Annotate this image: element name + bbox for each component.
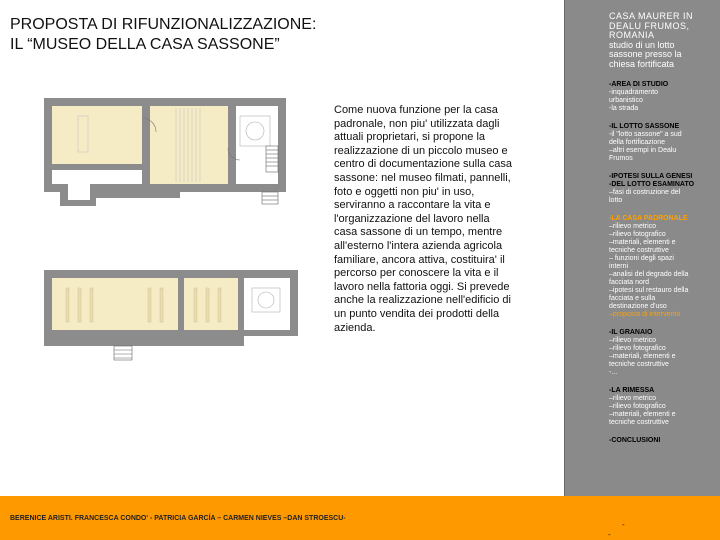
sidebar-item[interactable]: -il "lotto sassone" a sud: [609, 131, 682, 138]
sidebar-item[interactable]: –rilievo metrico: [609, 223, 657, 230]
sidebar-section-il-granaio: [609, 329, 717, 377]
sidebar-header-line: DEALU FRUMOS,: [609, 20, 690, 31]
sidebar-item[interactable]: -la strada: [609, 105, 639, 112]
sidebar-section-area-di-studio: [609, 81, 717, 113]
sidebar-item[interactable]: –materiali, elementi e: [609, 353, 676, 360]
sidebar-item[interactable]: –rilievo metrico: [609, 395, 657, 402]
sidebar-subheader-line: sassone presso la: [609, 49, 682, 59]
sidebar-item[interactable]: lotto: [609, 197, 623, 204]
sidebar-item[interactable]: urbanistico: [609, 97, 643, 104]
sidebar: [564, 0, 720, 496]
sidebar-section-la-casa-padronale: [609, 215, 717, 319]
sidebar-section-conclusioni: [609, 437, 717, 445]
sidebar-item[interactable]: tecniche costruttive: [609, 247, 669, 254]
sidebar-item[interactable]: –fasi di costruzione del: [609, 189, 681, 196]
sidebar-item[interactable]: -inquadramento: [609, 89, 659, 96]
floor-plan-upper: [44, 98, 286, 206]
sidebar-item[interactable]: Frumos: [609, 155, 633, 162]
sidebar-section-la-rimessa: [609, 387, 717, 427]
sidebar-item[interactable]: destinazione d'uso: [609, 303, 667, 310]
footer: [0, 496, 720, 540]
sidebar-item-current[interactable]: –proposta di intervento: [609, 311, 681, 318]
sidebar-subheader-line: chiesa fortificata: [609, 58, 675, 69]
sidebar-item[interactable]: tecniche costruttive: [609, 361, 669, 368]
sidebar-item[interactable]: –materiali, elementi e: [609, 239, 676, 246]
sidebar-subheader-line: studio di un lotto: [609, 39, 675, 50]
sidebar-item[interactable]: facciata e sulla: [609, 295, 656, 302]
title-line-1: PROPOSTA DI RIFUNZIONALIZZAZIONE:: [10, 16, 317, 33]
footer-mark: -: [608, 530, 611, 539]
sidebar-section-title[interactable]: -AREA DI STUDIO: [609, 81, 669, 88]
page-title: [10, 15, 316, 55]
sidebar-item[interactable]: –rilievo fotografico: [609, 345, 666, 352]
authors-credit: BERENICE ARISTI. FRANCESCA CONDO' - PATRICIA GARCÍA – CARMEN NIEVES –DAN STROESCU-: [10, 515, 346, 522]
footer-mark: -: [622, 520, 625, 529]
sidebar-section-title[interactable]: -LA CASA PADRONALE: [609, 215, 688, 222]
sidebar-item[interactable]: –rilievo fotografico: [609, 403, 666, 410]
sidebar-section-title[interactable]: -CONCLUSIONI: [609, 437, 661, 444]
sidebar-item[interactable]: –rilievo metrico: [609, 337, 657, 344]
sidebar-section-title[interactable]: -IPOTESI SULLA GENESI: [609, 173, 693, 180]
sidebar-header-line: CASA MAURER IN: [609, 11, 694, 21]
sidebar-item[interactable]: tecniche costruttive: [609, 419, 669, 426]
floor-plan-lower: [44, 270, 298, 360]
sidebar-item[interactable]: –materiali, elementi e: [609, 411, 676, 418]
sidebar-section-title[interactable]: -IL LOTTO SASSONE: [609, 123, 680, 130]
sidebar-section-il-lotto-sassone: [609, 123, 717, 163]
sidebar-section-title[interactable]: -IL GRANAIO: [609, 329, 653, 336]
floor-plans: [30, 88, 310, 458]
title-line-2: IL “MUSEO DELLA CASA SASSONE”: [10, 36, 280, 53]
sidebar-section-ipotesi: [609, 173, 717, 205]
sidebar-item[interactable]: facciata nord: [609, 279, 650, 286]
sidebar-header-line: ROMANIA: [609, 30, 655, 40]
sidebar-item[interactable]: -...: [609, 369, 618, 376]
sidebar-item[interactable]: –altri esempi in Dealu: [609, 147, 677, 154]
sidebar-item[interactable]: –rilievo fotografico: [609, 231, 666, 238]
sidebar-section-title[interactable]: -LA RIMESSA: [609, 387, 655, 394]
sidebar-item[interactable]: – funzioni degli spazi: [609, 255, 674, 262]
sidebar-item[interactable]: interni: [609, 263, 629, 270]
proposal-description: Come nuova funzione per la casa padronale, non piu' utilizzata dagli attuali proprietari, si propone la realizzazione di un piccolo museo e centro di documentazione sulla casa sassone: nel museo filmati, pannelli, foto e oggetti non piu' in uso, serviranno a raccontare la vita e l'organizzazione del lavoro nella casa sassone di un tempo, mentre all'esterno l'intera azienda agricola familiare, ancora attiva, costituira' il percorso per conoscere la vita e il lavoro nella fattoria oggi. Si prevede anche la realizzazione nell'edificio di un punto vendita dei prodotti della azienda.: [334, 104, 512, 334]
sidebar-item[interactable]: –ipotesi sul restauro della: [609, 287, 689, 294]
sidebar-section-title[interactable]: -DEL LOTTO ESAMINATO: [609, 181, 695, 188]
sidebar-header: [609, 12, 717, 69]
sidebar-item[interactable]: –analisi del degrado della: [609, 271, 689, 278]
sidebar-item[interactable]: della fortificazione: [609, 139, 666, 146]
